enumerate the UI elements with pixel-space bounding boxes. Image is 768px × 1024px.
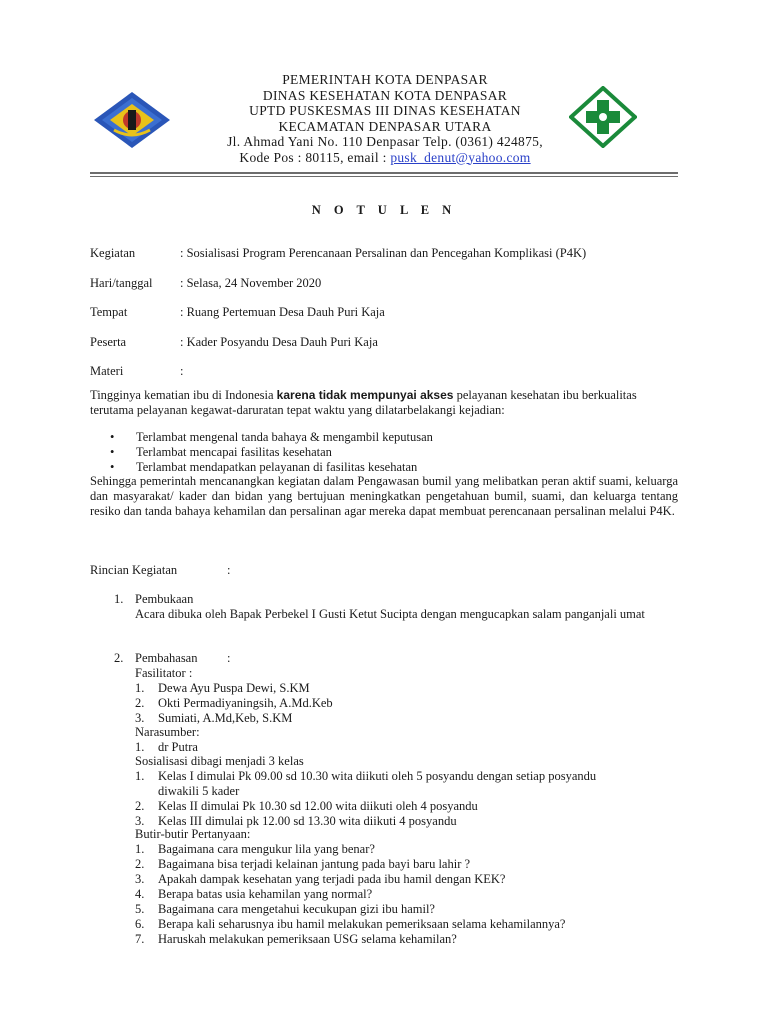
letterhead-line-1: PEMERINTAH KOTA DENPASAR [282,72,488,87]
list-number: 7. [135,932,145,946]
list-number: 2. [135,857,145,871]
list-number: 4. [135,887,145,901]
section-1-number: 1. [114,592,124,606]
list-number: 3. [135,872,145,886]
list-text: Berapa kali seharusnya ibu hamil melakukan pemeriksaan selama kehamilannya? [158,917,566,931]
list-item: • Terlambat mendapatkan pelayanan di fasilitas kesehatan [110,460,433,475]
header-divider-thin [90,176,678,177]
field-label-peserta: Peserta [90,335,127,349]
list-text: Kelas II dimulai Pk 10.30 sd 12.00 wita diikuti oleh 4 posyandu [158,799,478,813]
list-number: 1. [135,681,145,695]
list-number: 6. [135,917,145,931]
list-number: 3. [135,711,145,725]
field-label-materi: Materi [90,364,124,378]
list-text: Sumiati, A.Md,Keb, S.KM [158,711,293,725]
list-text: Berapa batas usia kehamilan yang normal? [158,887,373,901]
field-label-tempat: Tempat [90,305,128,319]
list-item [135,696,333,711]
header-divider-thick [90,172,678,174]
list-item [135,711,333,726]
fasilitator-list [135,681,333,726]
list-number: 2. [135,799,145,813]
list-item [135,917,565,932]
intro-text-1: Tingginya kematian ibu di Indonesia [90,388,277,402]
list-item [135,799,596,814]
narasumber-list [135,740,198,755]
kelas-list [135,769,596,829]
field-value-materi: : [180,364,184,378]
list-text: dr Putra [158,740,198,754]
list-text: Haruskah melakukan pemeriksaan USG selama kehamilan? [158,932,457,946]
program-paragraph: Sehingga pemerintah mencanangkan kegiatan dalam Pengawasan bumil yang melibatkan peran aktif suami, keluarga dan masyarakat/ kader dan bidan yang bertujuan meningkatkan pengetahuan bumil, suami, dan keluarga tentang resiko dan tanda bahaya kehamilan dan persalinan agar mereka dapat membuat perencanaan persalinan melalui P4K. [90,474,678,518]
list-item [135,932,565,947]
list-text: Bagaimana cara mengukur lila yang benar? [158,842,375,856]
section-2-number: 2. [114,651,124,665]
kelas-label: Sosialisasi dibagi menjadi 3 kelas [135,754,304,768]
list-text: Apakah dampak kesehatan yang terjadi pada ibu hamil dengan KEK? [158,872,506,886]
rincian-label: Rincian Kegiatan [90,563,178,577]
letterhead [190,72,580,165]
list-text: Bagaimana bisa terjadi kelainan jantung pada bayi baru lahir ? [158,857,471,871]
list-text: Bagaimana cara mengetahui kecukupan gizi ibu hamil? [158,902,435,916]
letterhead-line-3: UPTD PUSKESMAS III DINAS KESEHATAN [249,103,521,118]
delay-bullet-list [110,430,433,475]
list-number: 1. [135,740,145,754]
list-item [135,887,565,902]
field-label-kegiatan: Kegiatan [90,246,136,260]
fasilitator-label: Fasilitator : [135,666,193,680]
section-1-text: Acara dibuka oleh Bapak Perbekel I Gusti Ketut Sucipta dengan mengucapkan salam panganjali umat [135,607,645,621]
list-text-continued: diwakili 5 kader [158,784,240,798]
list-text: Okti Permadiyaningsih, A.Md.Keb [158,696,333,710]
list-item: • Terlambat mengenal tanda bahaya & mengambil keputusan [110,430,433,445]
list-text: Dewa Ayu Puspa Dewi, S.KM [158,681,310,695]
list-number: 3. [135,814,145,828]
list-number: 2. [135,696,145,710]
section-2-colon: : [227,651,231,665]
letterhead-line-2: DINAS KESEHATAN KOTA DENPASAR [262,87,508,103]
document-title: N O T U L E N [311,203,457,217]
section-1-title: Pembukaan [135,592,194,606]
list-item [135,681,333,696]
list-item: • Terlambat mencapai fasilitas kesehatan [110,445,433,460]
rincian-colon: : [227,563,231,577]
postal-code-text: Kode Pos : 80115, email : [239,149,391,165]
denpasar-emblem-logo [92,90,172,150]
field-value-kegiatan: : Sosialisasi Program Perencanaan Persalinan dan Pencegahan Komplikasi (P4K) [180,246,587,260]
intro-paragraph [90,388,678,418]
list-number: 5. [135,902,145,916]
letterhead-line-4: KECAMATAN DENPASAR UTARA [278,118,492,134]
intro-bold-text: karena tidak mempunyai akses [276,388,454,402]
field-label-hari-tanggal: Hari/tanggal [90,276,153,290]
list-text: Kelas III dimulai pk 12.00 sd 13.30 wita diikuti 4 posyandu [158,814,457,828]
list-item [135,842,565,857]
intro-text-2: pelayanan kesehatan ibu berkualitas terutama pelayanan kegawat-daruratan tepat waktu yang dilatarbelakangi kejadian: [90,388,637,417]
field-value-tempat: : Ruang Pertemuan Desa Dauh Puri Kaja [180,305,385,319]
letterhead-address: Jl. Ahmad Yani No. 110 Denpasar Telp. (0361) 424875, [227,134,543,149]
list-item [135,740,198,755]
email-link[interactable]: pusk_denut@yahoo.com [390,149,531,165]
list-item [135,769,596,799]
list-item [135,872,565,887]
field-value-hari-tanggal: : Selasa, 24 November 2020 [180,276,322,290]
butir-list [135,842,565,947]
list-item [135,902,565,917]
list-number: 1. [135,769,145,783]
letterhead-postal-line [190,150,580,166]
list-text: Kelas I dimulai Pk 09.00 sd 10.30 wita diikuti oleh 5 posyandu dengan setiap posyandu [158,769,597,783]
list-item [135,857,565,872]
section-2-title: Pembahasan [135,651,198,665]
field-value-peserta: : Kader Posyandu Desa Dauh Puri Kaja [180,335,378,349]
butir-label: Butir-butir Pertanyaan: [135,827,251,841]
list-number: 1. [135,842,145,856]
narasumber-label: Narasumber: [135,725,200,739]
